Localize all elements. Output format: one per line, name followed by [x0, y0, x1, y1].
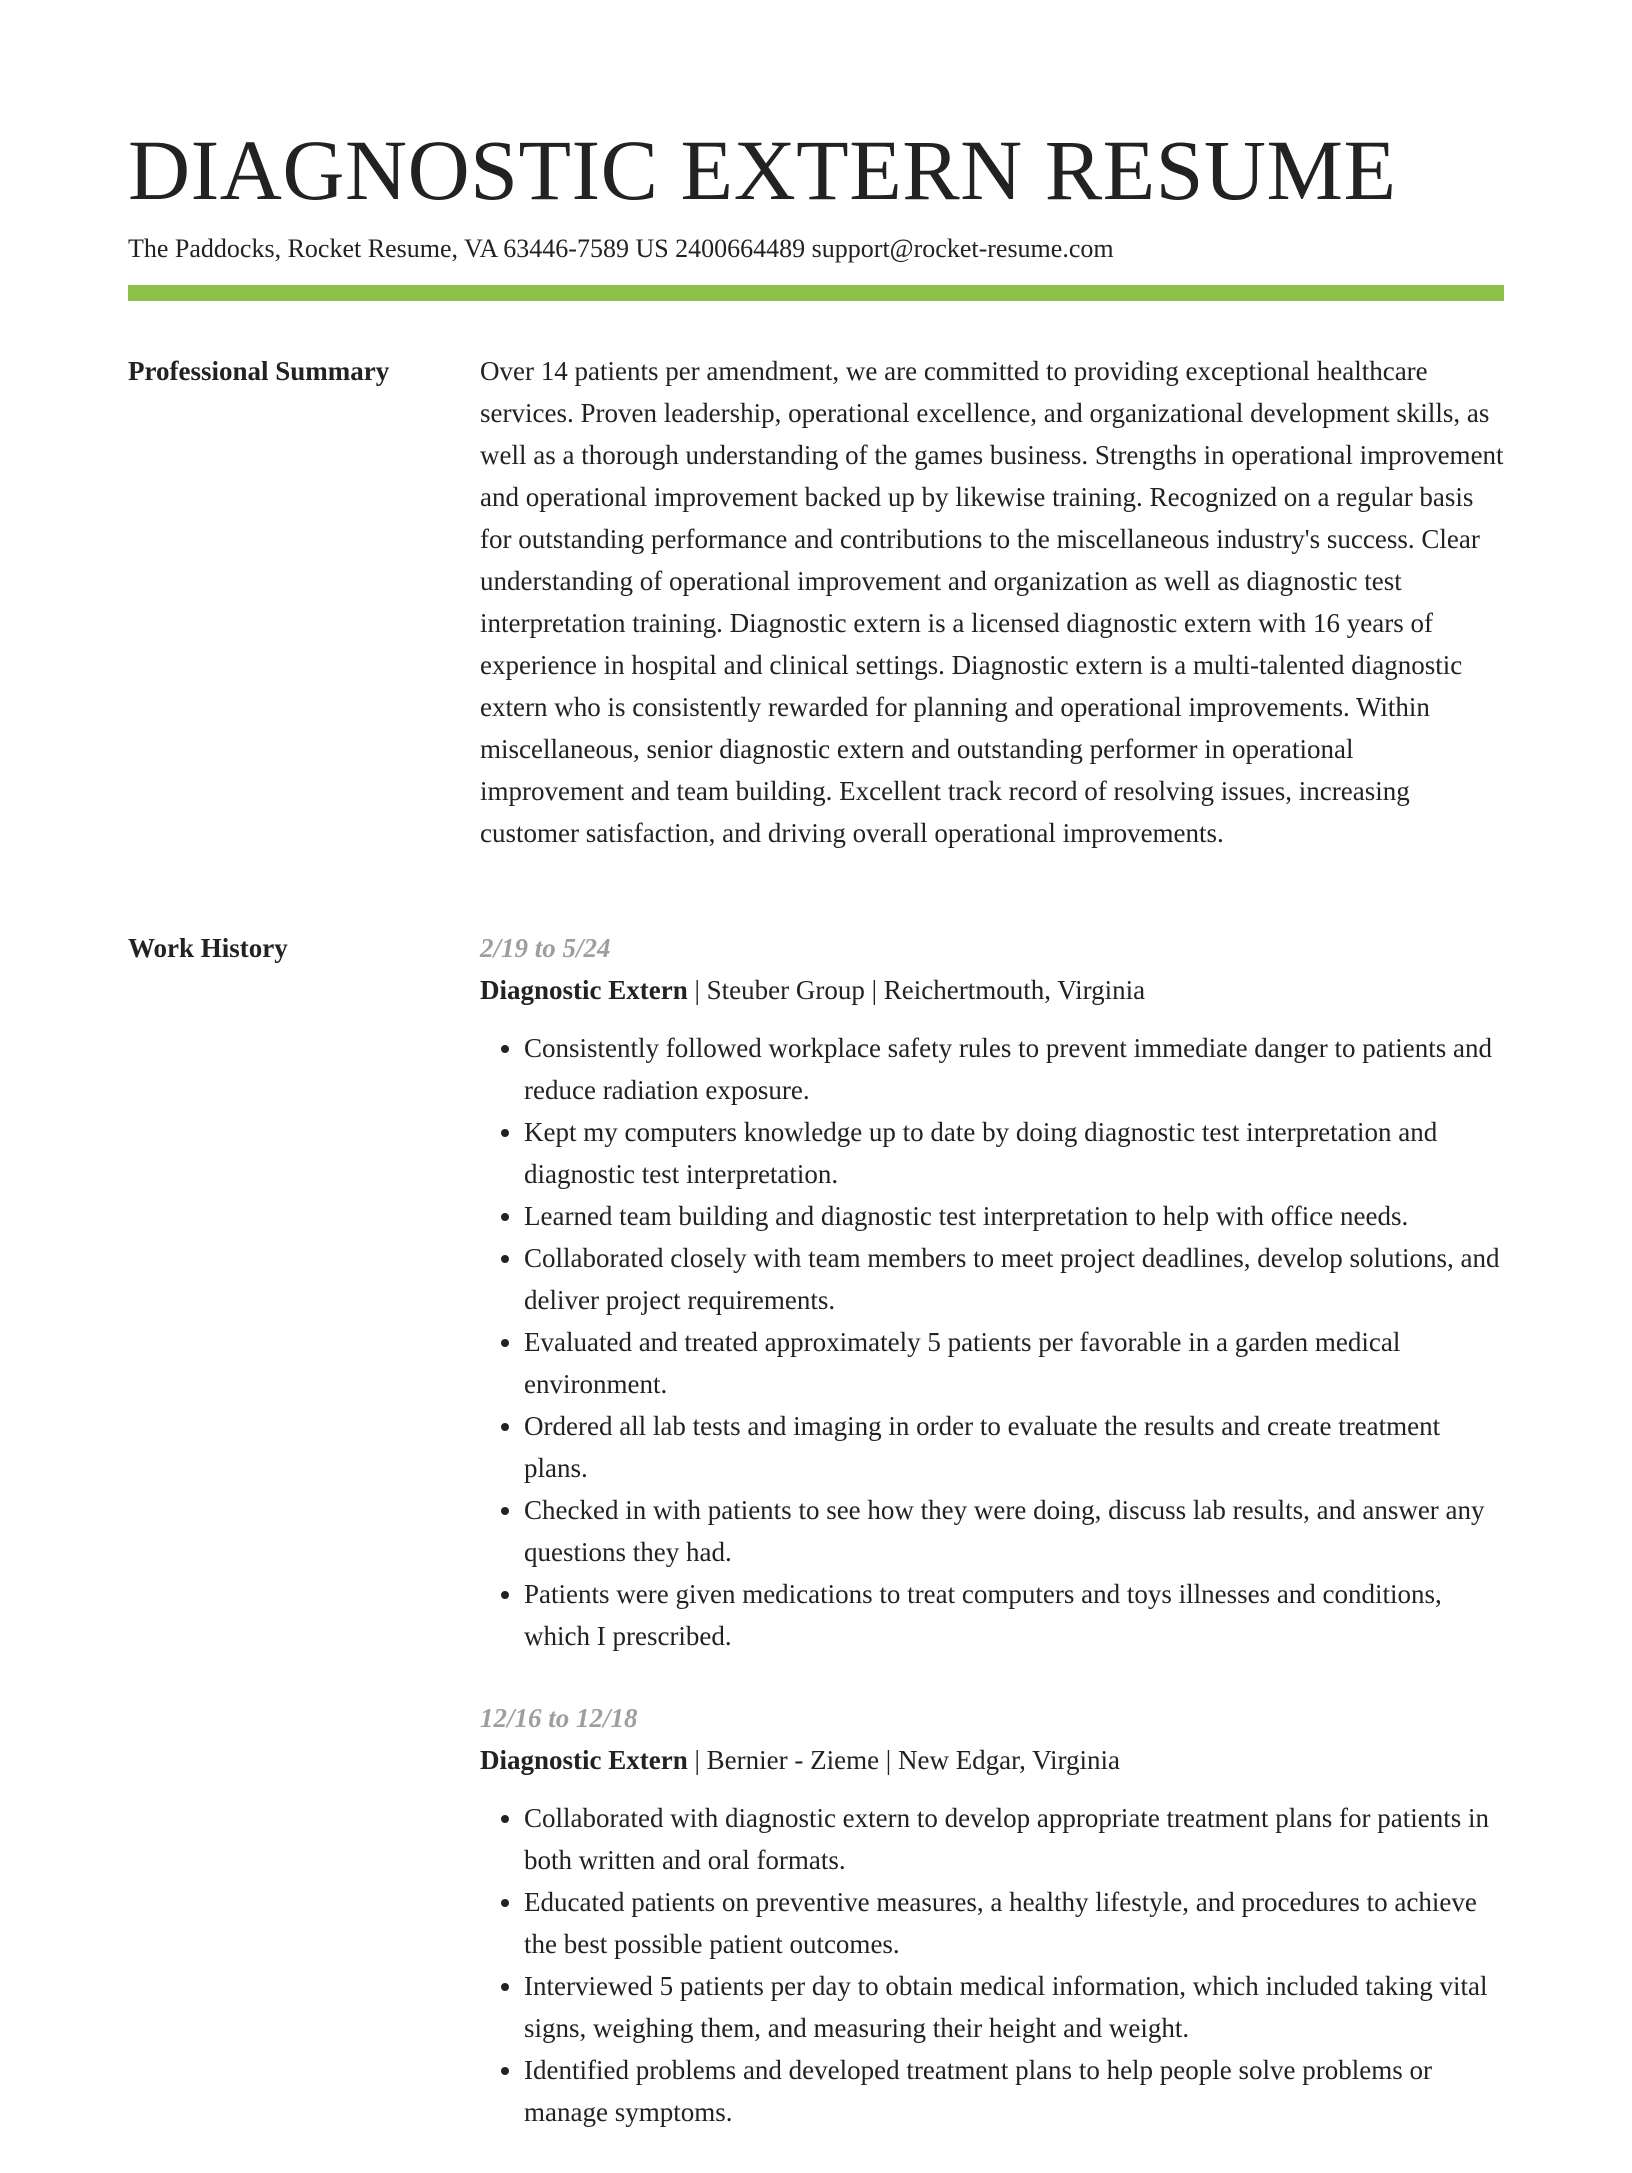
- job-dates: 2/19 to 5/24: [480, 933, 611, 963]
- job-heading: [480, 1739, 1504, 1781]
- job-bullet: • Collaborated with diagnostic extern to develop appropriate treatment plans for patients in both written and oral formats.: [524, 1797, 1504, 1881]
- job-title: Diagnostic Extern: [480, 975, 688, 1005]
- job-bullet: • Ordered all lab tests and imaging in order to evaluate the results and create treatment plans.: [524, 1405, 1504, 1489]
- job-bullets: [480, 1027, 1504, 1657]
- header-divider: [128, 285, 1504, 301]
- contact-line: The Paddocks, Rocket Resume, VA 63446-7589 US 2400664489 support@rocket-resume.com: [128, 234, 1114, 263]
- job-dates: 12/16 to 12/18: [480, 1703, 638, 1733]
- job-bullet: • Patients were given medications to treat computers and toys illnesses and conditions, which I prescribed.: [524, 1573, 1504, 1657]
- job-bullet: • Educated patients on preventive measures, a healthy lifestyle, and procedures to achieve the best possible patient outcomes.: [524, 1881, 1504, 1965]
- job-title: Diagnostic Extern: [480, 1745, 688, 1775]
- job-heading: [480, 969, 1504, 1011]
- job-bullet: • Learned team building and diagnostic test interpretation to help with office needs.: [524, 1195, 1504, 1237]
- job-entry: [480, 927, 1504, 1657]
- summary-text: Over 14 patients per amendment, we are committed to providing exceptional healthcare services. Proven leadership, operational excellence, and organizational development skills, as well as a thorough understanding of the games business. Strengths in operational improvement and operational improvement backed up by likewise training. Recognized on a regular basis for outstanding performance and contributions to the miscellaneous industry's success. Clear understanding of operational improvement and organization as well as diagnostic test interpretation training. Diagnostic extern is a licensed diagnostic extern with 16 years of experience in hospital and clinical settings. Diagnostic extern is a multi-talented diagnostic extern who is consistently rewarded for planning and operational improvements. Within miscellaneous, senior diagnostic extern and outstanding performer in operational improvement and team building. Excellent track record of resolving issues, increasing customer satisfaction, and driving overall operational improvements.: [480, 356, 1504, 848]
- job-bullet: • Collaborated closely with team members to meet project deadlines, develop solutions, and deliver project requirements.: [524, 1237, 1504, 1321]
- job-bullet: • Consistently followed workplace safety rules to prevent immediate danger to patients and reduce radiation exposure.: [524, 1027, 1504, 1111]
- resume-title: DIAGNOSTIC EXTERN RESUME: [128, 122, 1397, 218]
- summary-label: Professional Summary: [128, 356, 390, 386]
- job-bullet: • Evaluated and treated approximately 5 patients per favorable in a garden medical environment.: [524, 1321, 1504, 1405]
- job-bullet: • Identified problems and developed treatment plans to help people solve problems or manage symptoms.: [524, 2049, 1504, 2133]
- job-details: | Steuber Group | Reichertmouth, Virginia: [687, 975, 1146, 1005]
- work-history-label: Work History: [128, 933, 288, 963]
- job-bullet: • Interviewed 5 patients per day to obtain medical information, which included taking vital signs, weighing them, and measuring their height and weight.: [524, 1965, 1504, 2049]
- job-entry: [480, 1697, 1504, 2133]
- job-details: | Bernier - Zieme | New Edgar, Virginia: [687, 1745, 1120, 1775]
- job-bullets: [480, 1797, 1504, 2133]
- summary-body: [480, 350, 1504, 854]
- job-bullet: • Kept my computers knowledge up to date by doing diagnostic test interpretation and diagnostic test interpretation.: [524, 1111, 1504, 1195]
- job-bullet: • Checked in with patients to see how they were doing, discuss lab results, and answer any questions they had.: [524, 1489, 1504, 1573]
- work-history-body: [480, 927, 1504, 2173]
